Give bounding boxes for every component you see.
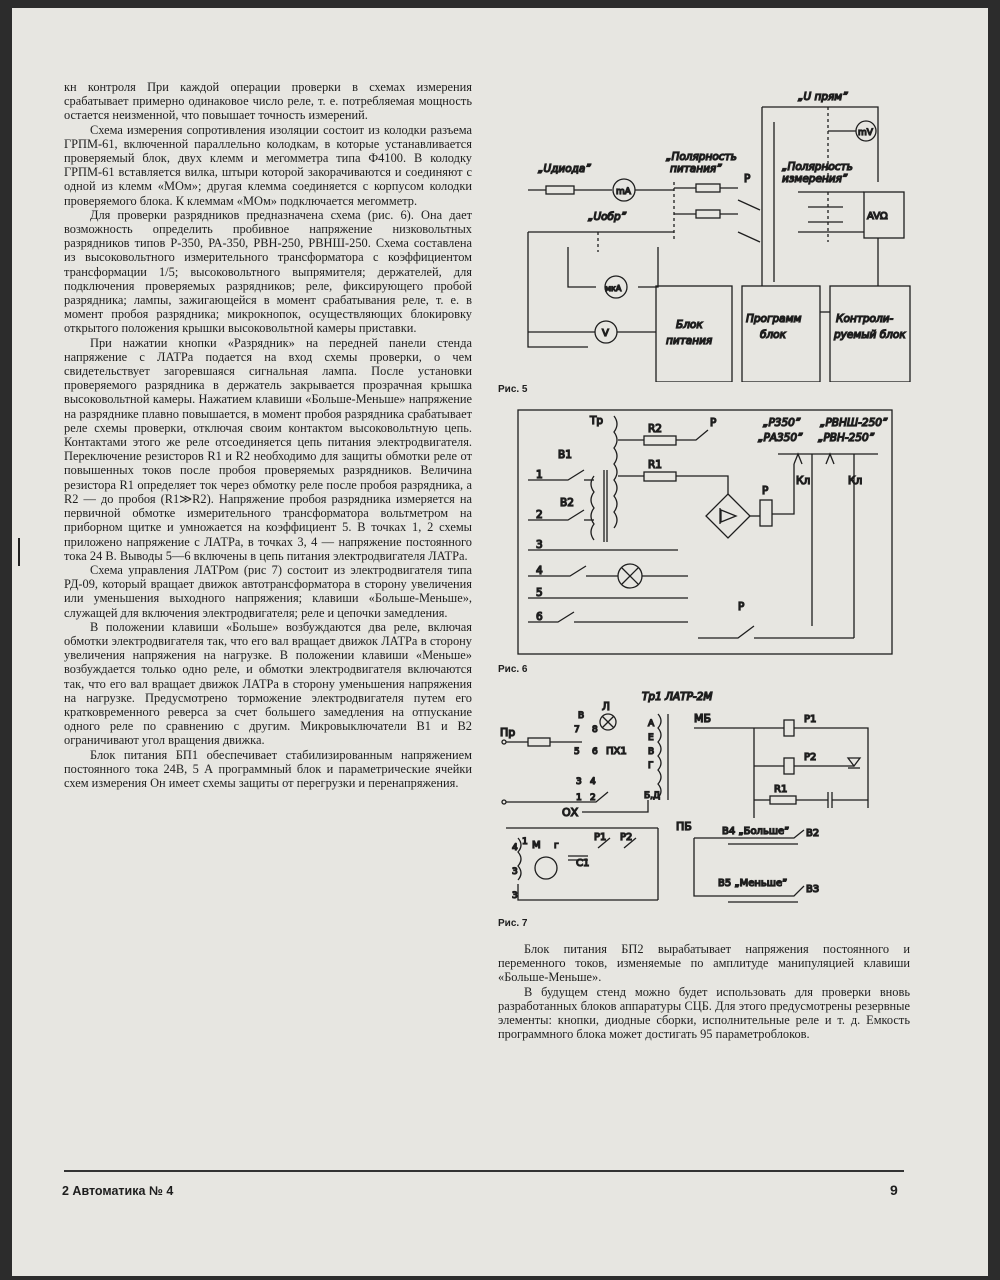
label-pr: Пр	[500, 726, 516, 739]
label-p-bottom: Р	[738, 601, 745, 613]
label-n3c: 3	[512, 891, 518, 901]
terminal-5: 5	[536, 587, 543, 599]
label-p1-left: Р1	[594, 832, 607, 843]
label-n5: 5	[574, 747, 580, 757]
figure-7-caption: Рис. 7	[498, 918, 528, 929]
label-mv: mV	[858, 128, 873, 138]
label-ma: mA	[616, 187, 631, 197]
page-number: 9	[890, 1182, 898, 1198]
label-polarnost-pit-1: „Полярность	[666, 151, 737, 163]
label-b4: В4 „Больше”	[722, 826, 790, 837]
label-polarnost-izm-2: измерения”	[782, 173, 848, 185]
motor-icon	[535, 857, 557, 879]
label-u-obr: „Uобр”	[588, 211, 627, 223]
rectifier-bridge	[706, 494, 750, 538]
label-n2: 2	[590, 793, 596, 803]
label-polarnost-izm-1: „Полярность	[782, 161, 853, 173]
figure-7-schematic	[498, 688, 918, 916]
label-p350: „Р350”	[763, 417, 801, 429]
figure-6-schematic	[498, 406, 918, 662]
label-prog-1: Программ	[746, 313, 802, 325]
paragraph: Для проверки разрядников предназначена схема (рис. 6). Она дает возможность определить пробивное напряжение низковольтных разрядников типов Р-350, РА-350, РВН-250, РВНШ-250. Схема составлена из высоковольтного измерительного трансформатора с коэффициентом трансформации 1/5; высоковольтного выпрямителя; держателей, для подключения проверяемых разрядников; реле, фиксирующего пробой разрядника; лампы, зажигающейся в момент срабатывания реле, т. е. в момент пробоя разрядника; микрокнопок, осуществляющих блокировку открытого положения крышки высоковольтной камеры приставки.	[64, 207, 472, 336]
label-e: Е	[648, 733, 654, 743]
label-n6: 6	[592, 747, 598, 757]
paragraph: В положении клавиши «Больше» возбуждаются два реле, включая обмотки электродвигателя так, что его вал вращает движок ЛАТРа в сторону увеличения напряжения на нагрузке. В положении клавиши «Меньше» возбуждается только одно реле, и обмотки электродвигателя включаются так, что его вал вращает движок ЛАТРа в сторону уменьшения напряжения на нагрузке. Предусмотрено торможение электродвигателя путем его кратковременного реверса за счет большего замедления на отпускание одного реле по сравнению с другим. Микровыключатели В1 и В2 ограничивают угол вращения движка.	[64, 619, 472, 748]
label-r1: R1	[774, 784, 788, 795]
label-v: V	[602, 328, 609, 339]
terminal-1: 1	[536, 469, 543, 481]
label-p: Р	[744, 173, 751, 185]
label-avomega: AVΩ	[867, 211, 888, 222]
label-px1: ПХ1	[606, 746, 627, 757]
label-v-top: В	[578, 711, 585, 721]
diode-icon	[848, 758, 860, 766]
label-rvnsh250: „РВНШ-250”	[820, 417, 888, 429]
label-blok-pit-2: питания	[666, 335, 713, 347]
label-g: Г	[648, 761, 654, 771]
label-b3: В3	[806, 884, 820, 895]
label-b: В	[648, 747, 655, 757]
label-polarnost-pit-2: питания”	[670, 163, 722, 175]
terminal-4: 4	[536, 565, 543, 577]
label-kl-2: Кл	[848, 475, 863, 487]
label-n3b: 3	[512, 867, 518, 877]
label-p2-right: Р2	[804, 752, 817, 763]
label-b1: В1	[558, 449, 572, 461]
label-g-small: г	[554, 841, 559, 851]
label-n1: 1	[576, 793, 582, 803]
label-mb: МБ	[694, 712, 712, 725]
paragraph: кн контроля При каждой операции проверки в схемах измерения срабатывает примерно одинаковое число реле, т. е. потребляемая мощность остается неизменной, что повышает точность измерений.	[64, 80, 472, 123]
paragraph: Блок питания БП2 вырабатывает напряжения постоянного и переменного токов, изменяемые по амплитуде манипуляцией клавиши «Больше-Меньше».	[498, 942, 910, 985]
label-r1: R1	[648, 459, 662, 471]
figure-5-caption: Рис. 5	[498, 384, 528, 395]
label-kontrol-2: руемый блок	[834, 329, 906, 341]
label-l: Л	[602, 701, 610, 713]
label-c1: С1	[576, 858, 590, 869]
paragraph: При нажатии кнопки «Разрядник» на передней панели стенда напряжение с ЛАТРа подается на вход схемы проверки, о чем свидетельствует загоревшаяся сигнальная лампа. После установки проверяемого разрядника в держатель закрывается прозрачная крышка высоковольтной камеры. Нажатием клавиши «Больше-Меньше» напряжение на разряднике плавно повышается, в момент пробоя разрядника срабатывает реле схемы проверки, отключая своим контактом высоковольтную цепь. Контактами этого же реле отсоединяется цепь питания электродвигателя. Переключение резисторов R1 и R2 необходимо для защиты обмотки реле от повышенных токов после пробоя проверяемых разрядников. Величина резистора R1 определяет ток через обмотку реле после пробоя разрядника, а R2 — до пробоя (R1≫R2). Напряжение пробоя разрядника измеряется на первичной обмотке измерительного трансформатора вольтметром на приборном щитке и умножается на коэффициент 5. В точках 1, 2 схемы приложено напряжение с ЛАТРа, в точках 3, 4 — напряжение постоянного тока 24 В. Выводы 5—6 включены в цепь питания электродвигателя ЛАТРа.	[64, 335, 472, 563]
figure-6	[498, 406, 918, 675]
label-p-relay: Р	[762, 485, 769, 497]
figure-5-schematic	[498, 82, 918, 382]
label-ra350: „РА350”	[758, 432, 803, 444]
label-kontrol-1: Контроли-	[836, 313, 894, 325]
power-supply-block	[656, 286, 732, 382]
footer-rule	[64, 1170, 904, 1172]
label-ox: ОХ	[562, 806, 579, 819]
label-prog-2: блок	[760, 329, 786, 341]
label-pb: ПБ	[676, 820, 692, 833]
label-b2: В2	[560, 497, 574, 509]
paragraph: Блок питания БП1 обеспечивает стабилизированным напряжением постоянного тока 24В, 5 А программный блок и параметрические ячейки схем измерения Он имеет схемы защиты от перегрузки и перенапряжения.	[64, 747, 472, 790]
label-n3: 3	[576, 777, 582, 787]
label-n4: 4	[590, 777, 596, 787]
label-tr: Тр	[590, 415, 604, 427]
label-n4b: 4	[512, 843, 518, 853]
label-p2-left: Р2	[620, 832, 633, 843]
label-u-dioda: „Uдиода”	[538, 163, 591, 175]
margin-mark	[18, 538, 20, 566]
label-n7: 7	[574, 725, 580, 735]
journal-page	[12, 8, 988, 1276]
figure-7	[498, 688, 918, 929]
footer-journal-issue: 2 Автоматика № 4	[62, 1184, 174, 1198]
right-text-column	[498, 942, 910, 1041]
terminal-2: 2	[536, 509, 543, 521]
label-n1b: 1	[522, 837, 528, 847]
label-tr1: Тр1 ЛАТР-2М	[642, 691, 713, 703]
label-n8: 8	[592, 725, 598, 735]
label-b2: В2	[806, 828, 820, 839]
paragraph: В будущем стенд можно будет использовать для проверки вновь разработанных блоков аппаратуры СЦБ. Для этого предусмотрены резервные элементы: кнопки, диодные сборки, исполнительные реле и т. д. Емкость программного блока может достигать 95 параметроблоков.	[498, 984, 910, 1042]
label-rvn250: „РВН-250”	[818, 432, 875, 444]
paragraph: Схема управления ЛАТРом (рис 7) состоит из электродвигателя типа РД-09, который вращает движок автотрансформатора в сторону увеличения или уменьшения выходного напряжения; клавиши «Больше-Меньше», служащей для включения электродвигателя; реле и цепочки замедления.	[64, 562, 472, 620]
label-kl-1: Кл	[796, 475, 811, 487]
label-b5: В5 „Меньше”	[718, 878, 788, 889]
label-blok-pit-1: Блок	[676, 319, 703, 331]
left-text-column	[64, 80, 472, 790]
label-p1-right: Р1	[804, 714, 817, 725]
label-u-pryam: „U прям”	[798, 91, 848, 103]
figure-5	[498, 82, 918, 395]
label-mka: мкА	[605, 284, 622, 293]
terminal-3: 3	[536, 539, 543, 551]
figure-6-caption: Рис. 6	[498, 664, 528, 675]
paragraph: Схема измерения сопротивления изоляции состоит из колодки разъема ГРПМ-61, включенной параллельно колодкам, в которые устанавливается проверяемый блок, двух клемм и мегомметра типа Ф4100. В колодку ГРПМ-61 вставляется вилка, штыри которой закорачиваются и соединяют с одной из клемм «МОм»; другая клемма соединяется с корпусом колодки проверяемого блока. К клеммам «МОм» подключается мегомметр.	[64, 122, 472, 208]
label-bd: Б,Д	[644, 791, 661, 801]
label-a: А	[648, 719, 655, 729]
label-r2: R2	[648, 423, 662, 435]
label-p-top: Р	[710, 417, 717, 429]
label-m: М	[532, 840, 541, 851]
terminal-6: 6	[536, 611, 543, 623]
